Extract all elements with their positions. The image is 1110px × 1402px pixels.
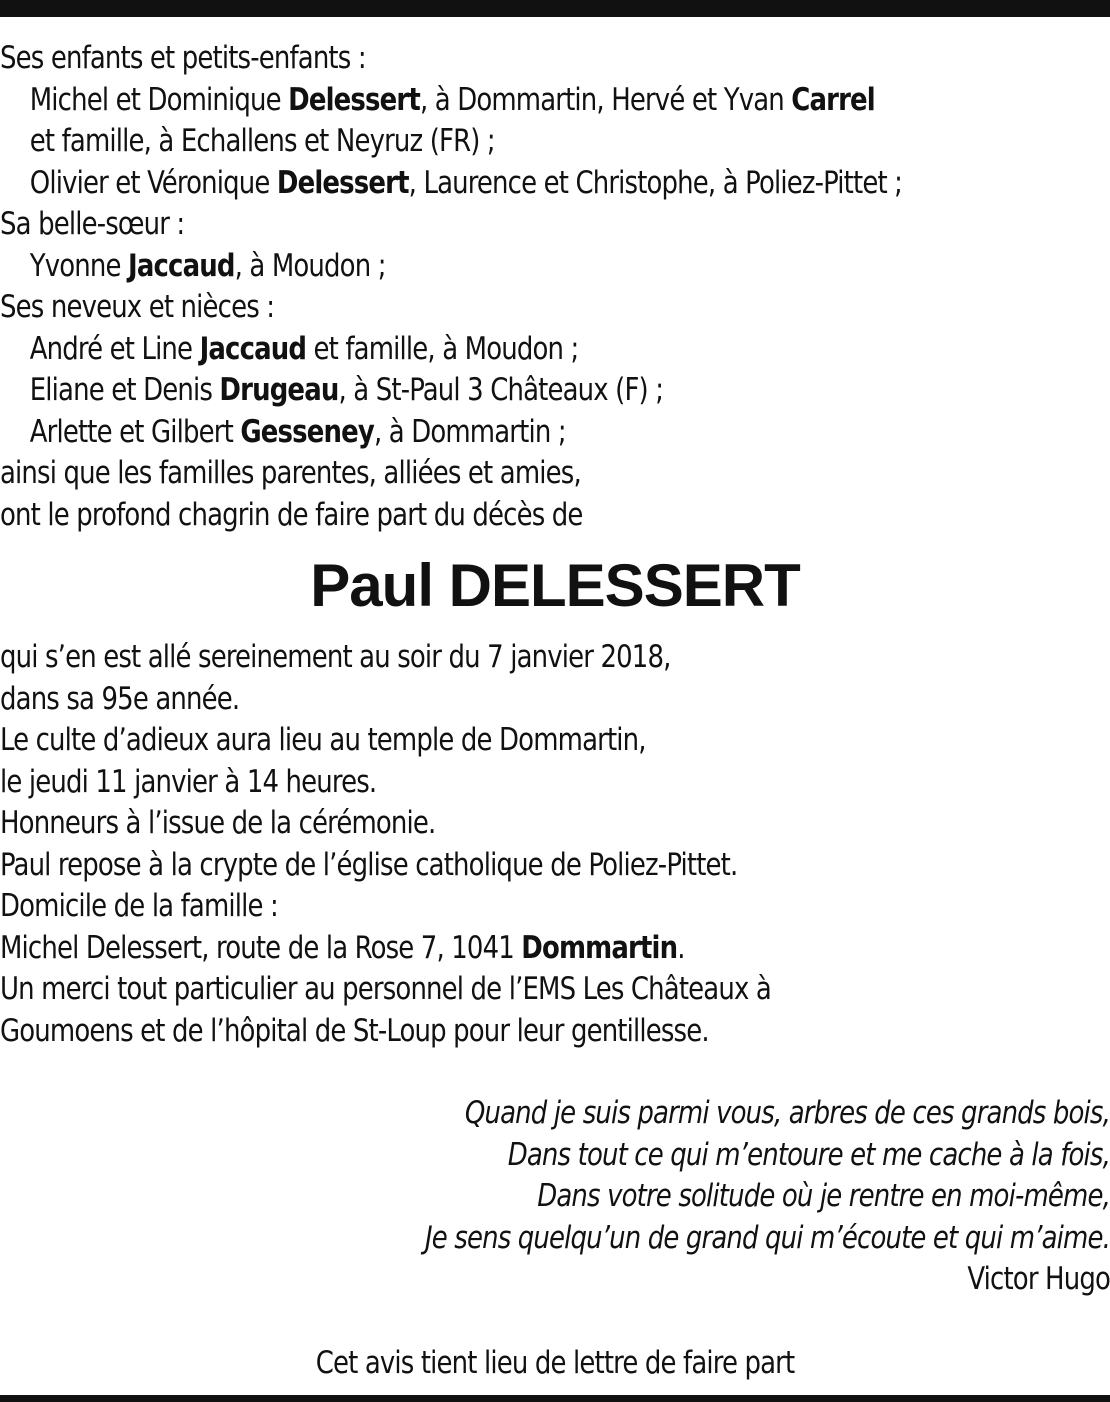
text-line: Goumoens et de l’hôpital de St-Loup pour leur gentillesse. (0, 1012, 709, 1049)
family-address (0, 928, 1032, 970)
family-line (0, 163, 1032, 205)
surname: Drugeau (219, 372, 339, 408)
text-line: qui s’en est allé sereinement au soir du 7 janvier 2018, (0, 639, 671, 675)
text-span: André et Line (29, 330, 200, 367)
detail-line (0, 637, 1032, 679)
text-span: , Laurence et Christophe, à Poliez-Pittet ; (408, 164, 903, 201)
detail-line (0, 845, 1032, 887)
text-span: , à Dommartin, Hervé et Yvan (419, 81, 792, 118)
detail-line (0, 969, 1032, 1011)
text-line: Honneurs à l’issue de la cérémonie. (0, 805, 436, 841)
text-line: Ses neveux et nièces : (0, 289, 275, 325)
poem-line: Je sens quelqu’un de grand qui m’écoute et qui m’aime. (424, 1219, 1110, 1256)
family-heading-nephews (0, 287, 1032, 329)
text-line: Domicile de la famille : (0, 888, 278, 924)
detail-line (0, 803, 1032, 845)
text-line: Un merci tout particulier au personnel de l’EMS Les Châteaux à (0, 971, 771, 1007)
bottom-rule (0, 1395, 1110, 1402)
detail-line (0, 886, 1032, 928)
family-closing (0, 453, 1032, 495)
announcement-intro (0, 495, 1032, 537)
text-span: Arlette et Gilbert (29, 413, 241, 450)
text-span: , à St-Paul 3 Châteaux (F) ; (338, 372, 664, 408)
text-span: Michel Delessert, route de la Rose 7, 1041 (0, 929, 522, 966)
text-line: ont le profond chagrin de faire part du décès de (0, 496, 583, 533)
poem-line: Quand je suis parmi vous, arbres de ces grands bois, (464, 1095, 1110, 1131)
text-line: Paul repose à la crypte de l’église catholique de Poliez-Pittet. (0, 846, 738, 883)
family-line (0, 329, 1032, 371)
surname: Gesseney (240, 413, 374, 450)
text-span: et famille, à Moudon ; (306, 330, 579, 367)
announcement-details (0, 637, 1110, 1052)
detail-line (0, 762, 1032, 804)
town-name: Dommartin (521, 929, 678, 966)
surname: Jaccaud (199, 330, 307, 367)
text-span: et famille, à Echallens et Neyruz (FR) ; (29, 123, 495, 159)
family-heading-children (0, 38, 1032, 80)
surname: Delessert (276, 164, 409, 201)
text-span: , à Dommartin ; (373, 413, 566, 450)
text-span: . (677, 929, 685, 966)
text-line: le jeudi 11 janvier à 14 heures. (0, 763, 377, 800)
family-list (0, 38, 1110, 536)
text-line: ainsi que les familles parentes, alliées et amies, (0, 455, 581, 491)
detail-line (0, 1011, 1032, 1053)
top-rule (0, 0, 1110, 17)
family-line (0, 412, 1032, 454)
text-line: Ses enfants et petits-enfants : (0, 40, 366, 76)
text-span: Eliane et Denis (29, 372, 220, 408)
detail-line (0, 679, 1032, 721)
poem-line: Dans votre solitude où je rentre en moi-même, (537, 1178, 1110, 1214)
text-span: , à Moudon ; (234, 247, 386, 284)
surname: Delessert (288, 81, 420, 118)
footer-notice: Cet avis tient lieu de lettre de faire part (315, 1345, 795, 1381)
poem-line: Dans tout ce qui m’entoure et me cache à la fois, (507, 1136, 1110, 1173)
poem-quote (0, 1093, 1110, 1301)
family-line (0, 246, 1032, 288)
family-heading-sister-in-law (0, 204, 1032, 246)
text-line: Le culte d’adieux aura lieu au temple de Dommartin, (0, 722, 646, 758)
family-line (0, 80, 1032, 122)
deceased-name: Paul DELESSERT (310, 552, 800, 619)
text-span: Yvonne (29, 247, 129, 284)
text-span: Olivier et Véronique (29, 164, 277, 201)
text-span: Michel et Dominique (29, 81, 289, 118)
surname: Jaccaud (128, 247, 235, 284)
text-line: dans sa 95e année. (0, 680, 240, 717)
text-line: Sa belle-sœur : (0, 206, 185, 242)
detail-line (0, 720, 1032, 762)
family-line (0, 370, 1032, 412)
poem-author: Victor Hugo (967, 1261, 1110, 1297)
family-line (0, 121, 1032, 163)
surname: Carrel (791, 81, 875, 118)
